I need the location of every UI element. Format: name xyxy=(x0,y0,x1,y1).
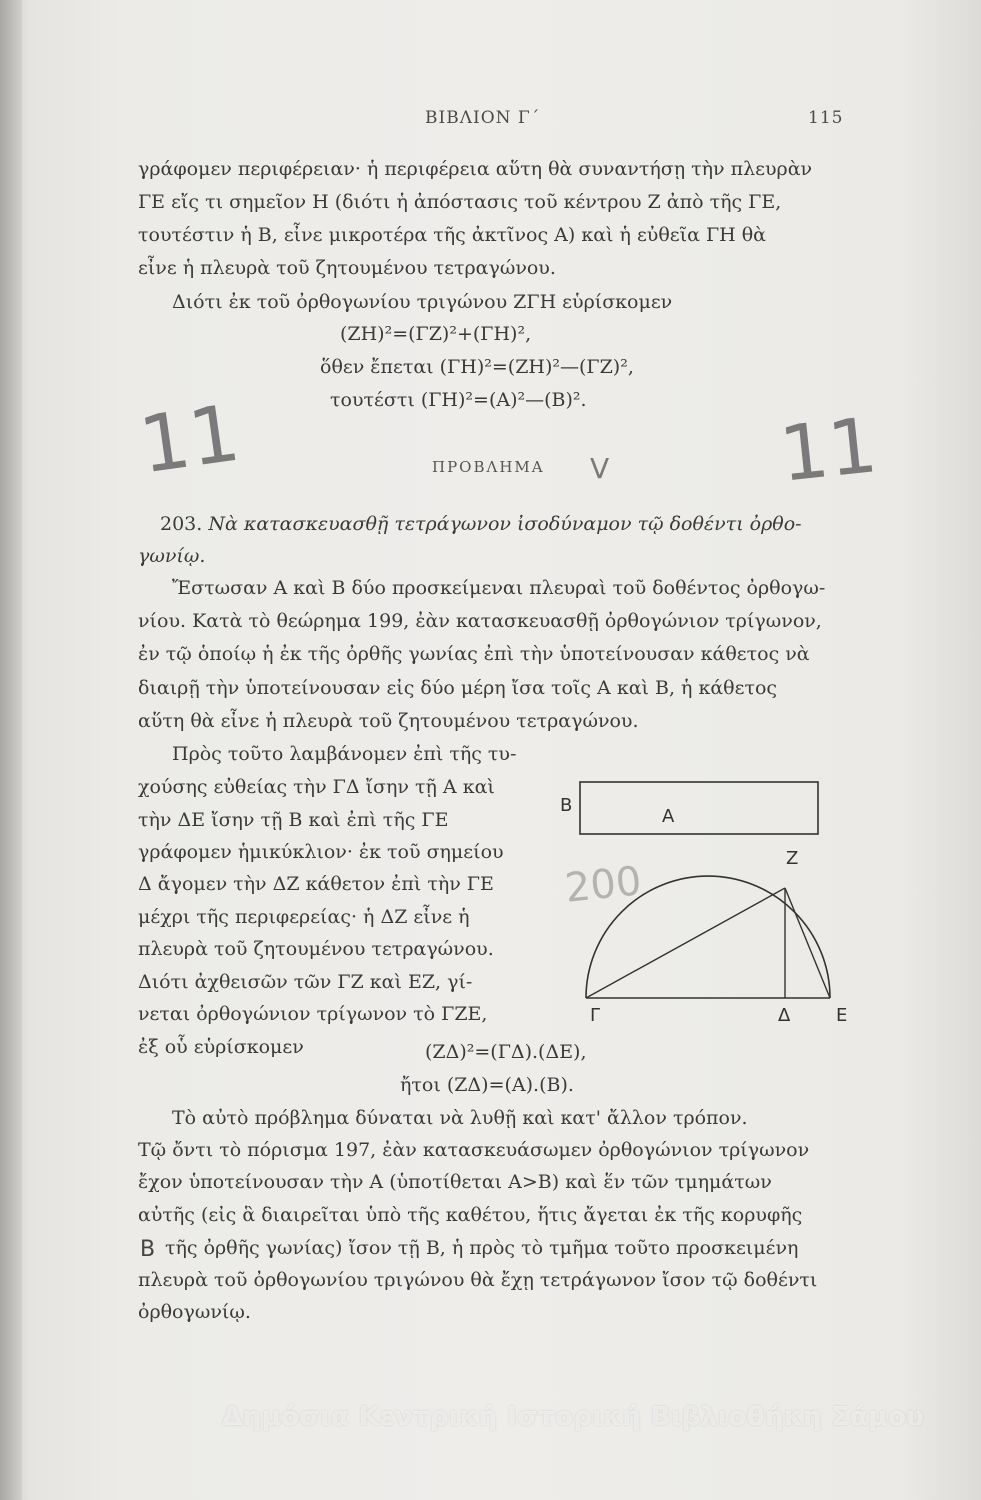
text-line: αὕτη θὰ εἶνε ἡ πλευρὰ τοῦ ζητουμένου τετραγώνου. xyxy=(138,710,639,732)
figure-label-d: Δ xyxy=(778,1005,791,1026)
text-line: Ἔστωσαν Α καὶ Β δύο προσκείμεναι πλευραὶ τοῦ δοθέντος ὀρθογω- xyxy=(172,577,826,599)
text-line: Τὸ αὐτὸ πρόβλημα δύναται νὰ λυθῇ καὶ κατ' ἄλλον τρόπον. xyxy=(172,1107,748,1129)
text-line: ἔχον ὑποτείνουσαν τὴν Α (ὑποτίθεται Α>Β) καὶ ἕν τῶν τμημάτων xyxy=(138,1171,772,1193)
handwritten-mark-title: V xyxy=(590,452,610,485)
problem-number: 203. xyxy=(160,513,203,535)
text-line: πλευρὰ τοῦ ζητουμένου τετραγώνου. xyxy=(138,938,494,960)
text-line: τῆς ὀρθῆς γωνίας) ἴσον τῇ Β, ἡ πρὸς τὸ τμῆμα τοῦτο προσκειμένη xyxy=(165,1237,799,1259)
handwritten-figure-mark: 200 xyxy=(562,858,644,912)
text-line: Δ ἄγομεν τὴν ΔΖ κάθετον ἐπὶ τὴν ΓΕ xyxy=(138,873,494,895)
text-line: γράφομεν ἡμικύκλιον· ἐκ τοῦ σημείου xyxy=(138,841,504,863)
problem-statement-line: Νὰ κατασκευασθῇ τετράγωνον ἰσοδύναμον τῷ δοθέντι ὀρθο- xyxy=(208,513,802,535)
text-line: τουτέστιν ἡ Β, εἶνε μικροτέρα τῆς ἀκτῖνος Α) καὶ ἡ εὐθεῖα ΓΗ θὰ xyxy=(138,224,767,246)
text-line: ἐξ οὗ εὑρίσκομεν xyxy=(138,1036,304,1058)
segment-ez xyxy=(785,888,830,998)
text-line: ΓΕ εἴς τι σημεῖον Η (διότι ἡ ἀπόστασις τοῦ κέντρου Ζ ἀπὸ τῆς ΓΕ, xyxy=(138,191,782,213)
equation: (ΖΔ)²=(ΓΔ).(ΔΕ), xyxy=(425,1041,587,1063)
text-line: πλευρὰ τοῦ ὀρθογωνίου τριγώνου θὰ ἔχῃ τετράγωνον ἴσον τῷ δοθέντι xyxy=(138,1269,818,1291)
text-line: ὀρθογωνίῳ. xyxy=(138,1301,251,1323)
text-line: Τῷ ὄντι τὸ πόρισμα 197, ἐὰν κατασκευάσωμεν ὀρθογώνιον τρίγωνον xyxy=(138,1139,810,1161)
problem-statement xyxy=(160,512,802,536)
handwritten-margin-mark: B xyxy=(140,1237,156,1262)
text-line: Διότι ἀχθεισῶν τῶν ΓΖ καὶ ΕΖ, γί- xyxy=(138,971,473,993)
library-watermark: Δημόσια Κεντρική Ιστορική Βιβλιοθήκη Σάμου xyxy=(222,1402,925,1432)
equation: (ΖΗ)²=(ΓΖ)²+(ΓΗ)², xyxy=(340,323,532,345)
problem-statement-line: γωνίῳ. xyxy=(138,545,206,567)
running-header xyxy=(0,108,981,138)
text-line: Πρὸς τοῦτο λαμβάνομεν ἐπὶ τῆς τυ- xyxy=(172,743,517,765)
text-line: εἶνε ἡ πλευρὰ τοῦ ζητουμένου τετραγώνου. xyxy=(138,257,556,279)
text-line: χούσης εὐθείας τὴν ΓΔ ἴσην τῇ Α καὶ xyxy=(138,776,495,798)
text-line: αὐτῆς (εἰς ἃ διαιρεῖται ὑπὸ τῆς καθέτου, ἥτις ἄγεται ἐκ τῆς κορυφῆς xyxy=(138,1204,803,1226)
handwritten-mark-left: 11 xyxy=(134,388,246,492)
figure-label-z: Z xyxy=(786,848,799,869)
book-title: ΒΙΒΛΙΟΝ Γ΄ xyxy=(425,108,541,128)
text-line: τὴν ΔΕ ἴσην τῇ Β καὶ ἐπὶ τῆς ΓΕ xyxy=(138,809,449,831)
handwritten-mark-right: 11 xyxy=(775,400,882,499)
text-line: νίου. Κατὰ τὸ θεώρημα 199, ἐὰν κατασκευασθῇ ὀρθογώνιον τρίγωνον, xyxy=(138,610,822,632)
page-number: 115 xyxy=(808,108,844,128)
text-line: Διότι ἐκ τοῦ ὀρθογωνίου τριγώνου ΖΓΗ εὑρίσκομεν xyxy=(172,291,673,313)
page-binding-edge xyxy=(0,0,22,1500)
figure-label-g: Γ xyxy=(590,1005,601,1026)
given-rectangle xyxy=(580,782,818,834)
equation: ἤτοι (ΖΔ)=(Α).(Β). xyxy=(400,1074,574,1096)
text-line: μέχρι τῆς περιφερείας· ἡ ΔΖ εἶνε ἡ xyxy=(138,906,470,928)
figure-label-b: B xyxy=(560,795,573,816)
equation: ὅθεν ἔπεται (ΓΗ)²=(ΖΗ)²—(ΓΖ)², xyxy=(320,356,634,378)
equation: τουτέστι (ΓΗ)²=(Α)²—(Β)². xyxy=(330,389,587,411)
figure-label-a: A xyxy=(662,806,675,827)
figure-label-e: E xyxy=(836,1005,848,1026)
section-title: ΠΡΟΒΛΗΜΑ xyxy=(432,458,545,476)
text-line: νεται ὀρθογώνιον τρίγωνον τὸ ΓΖΕ, xyxy=(138,1003,488,1025)
text-line: γράφομεν περιφέρειαν· ἡ περιφέρεια αὕτη θὰ συναντήσῃ τὴν πλευρὰν xyxy=(138,158,813,180)
text-line: διαιρῇ τὴν ὑποτείνουσαν εἰς δύο μέρη ἴσα τοῖς Α καὶ Β, ἡ κάθετος xyxy=(138,677,778,699)
text-line: ἐν τῷ ὁποίῳ ἡ ἐκ τῆς ὀρθῆς γωνίας ἐπὶ τὴν ὑποτείνουσαν κάθετος νὰ xyxy=(138,643,810,665)
